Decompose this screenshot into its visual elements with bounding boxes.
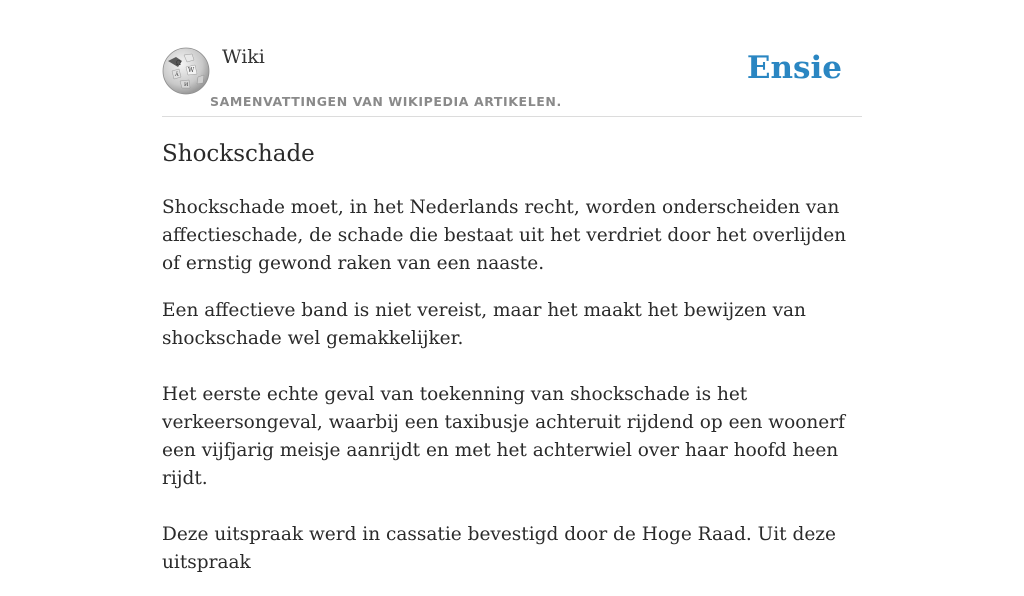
article-paragraph: Deze uitspraak werd in cassatie bevestigd door de Hoge Raad. Uit deze uitspraak	[162, 524, 836, 573]
article-paragraph: Het eerste echte geval van toekenning van shockschade is het verkeersongeval, waarbij een taxibusje achteruit rijdend op een woonerf een vijfjarig meisje aanrijdt en met het achterwiel over haar hoofd heen rijdt.	[162, 384, 845, 489]
site-header	[162, 44, 862, 117]
svg-text:Ä: Ä	[175, 72, 179, 78]
article-paragraph: Een affectieve band is niet vereist, maar het maakt het bewijzen van shockschade wel gemakkelijker.	[162, 300, 806, 349]
site-tagline: SAMENVATTINGEN VAN WIKIPEDIA ARTIKELEN.	[210, 94, 562, 109]
svg-text:W: W	[188, 67, 195, 74]
site-name[interactable]: Wiki	[222, 46, 265, 68]
article-paragraph: Shockschade moet, in het Nederlands recht, worden onderscheiden van affectieschade, de schade die bestaat uit het verdriet door het overlijden of ernstig gewond raken van een naaste.	[162, 197, 847, 274]
svg-text:Ω: Ω	[176, 60, 181, 67]
ensie-brand-logo[interactable]: Ensie	[746, 50, 842, 86]
article	[162, 138, 862, 596]
article-title: Shockschade	[162, 141, 315, 167]
svg-text:И: И	[184, 82, 189, 88]
wikipedia-globe-icon[interactable]	[162, 47, 210, 95]
